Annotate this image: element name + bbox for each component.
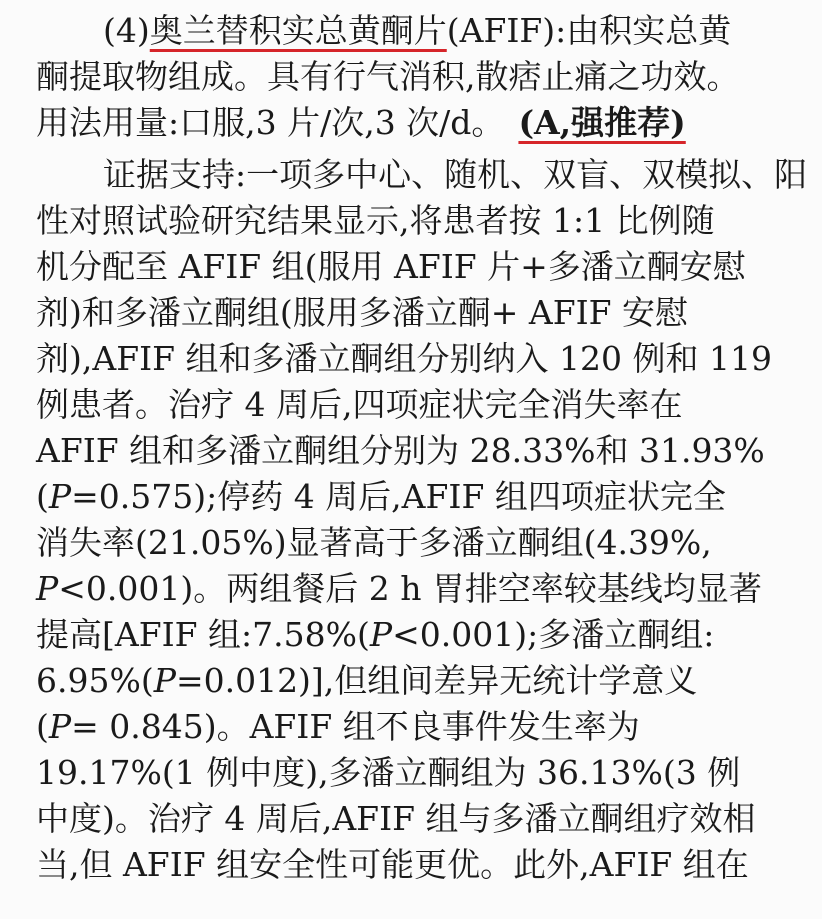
- text-line: 6.95%( P =0.012)],但组间差异无统计学意义: [0, 658, 822, 704]
- text-line: [0, 100, 822, 146]
- text-line: 19.17%(1 例中度),多潘立酮组为 36.13%(3 例: [36, 753, 741, 792]
- p-value-symbol: P: [48, 477, 72, 516]
- p-value-symbol: P: [36, 569, 59, 608]
- drug-abbrev-text: (AFIF):由积实总黄: [446, 11, 732, 50]
- text-line: 当,但 AFIF 组安全性可能更优。此外,AFIF 组在: [36, 845, 749, 884]
- text-line: ( P =0.575);停药 4 周后,AFIF 组四项症状完全: [0, 474, 822, 520]
- text-line: P <0.001)。两组餐后 2 h 胃排空率较基线均显著: [0, 566, 822, 612]
- text-line: 消失率(21.05%)显著高于多潘立酮组(4.39%,: [36, 523, 712, 562]
- item-number: (4): [103, 11, 150, 50]
- text-line: 机分配至 AFIF 组(服用 AFIF 片+多潘立酮安慰: [36, 247, 746, 286]
- text-line: 酮提取物组成。具有行气消积,散痞止痛之功效。: [36, 57, 740, 96]
- text-line: 证据支持:一项多中心、随机、双盲、双模拟、阳: [103, 155, 808, 194]
- text-line: 中度)。治疗 4 周后,AFIF 组与多潘立酮组疗效相: [36, 799, 756, 838]
- text-line: [0, 8, 822, 54]
- dosage-text: 用法用量:口服,3 片/次,3 次/d。: [36, 103, 505, 142]
- recommendation-level: (A,强推荐): [518, 103, 686, 142]
- text-line: 性对照试验研究结果显示,将患者按 1:1 比例随: [36, 201, 715, 240]
- p-value-symbol: P: [153, 661, 176, 700]
- p-value-symbol: P: [48, 707, 72, 746]
- text-line: 提高[AFIF 组:7.58%( P <0.001);多潘立酮组:: [0, 612, 822, 658]
- text-line: 剂),AFIF 组和多潘立酮组分别纳入 120 例和 119: [36, 339, 772, 378]
- text-line: 剂)和多潘立酮组(服用多潘立酮+ AFIF 安慰: [36, 293, 689, 332]
- text-line: AFIF 组和多潘立酮组分别为 28.33%和 31.93%: [36, 431, 765, 470]
- text-line: 例患者。治疗 4 周后,四项症状完全消失率在: [36, 385, 683, 424]
- text-line: ( P = 0.845)。AFIF 组不良事件发生率为: [0, 704, 822, 750]
- p-value-symbol: P: [369, 615, 393, 654]
- drug-name-underlined: 奥兰替积实总黄酮片: [149, 11, 447, 50]
